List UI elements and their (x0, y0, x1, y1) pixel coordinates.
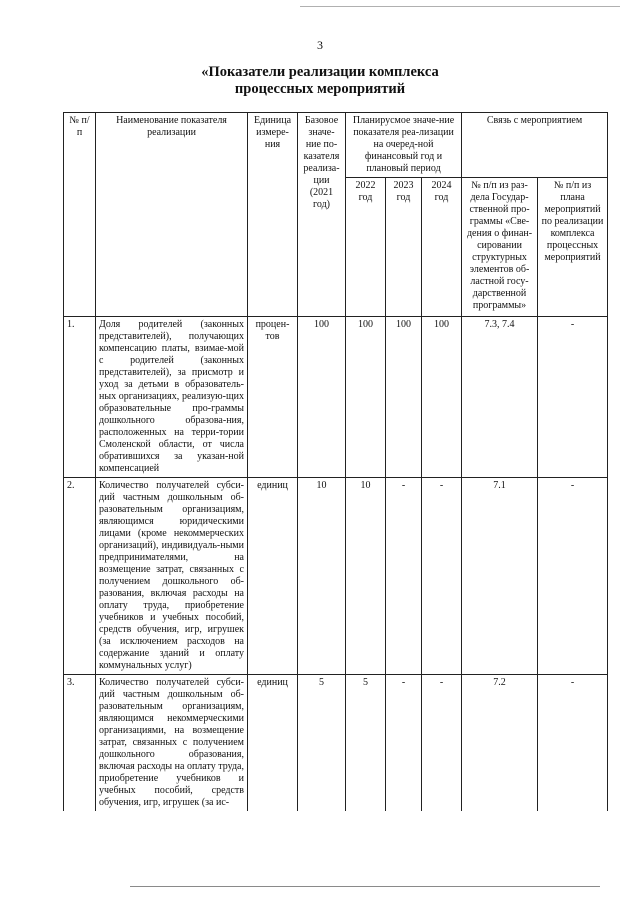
scan-artifact-bottom (130, 886, 600, 887)
indicator-unit: единиц (248, 478, 298, 675)
table-row (64, 317, 608, 478)
header-link: Связь с мероприятием (462, 113, 608, 178)
header-link-plan: № п/п из плана мероприятий по реализации комплекса процессных мероприятий (538, 178, 608, 317)
header-year-2023: 2023 год (386, 178, 422, 317)
value-2024: 100 (422, 317, 462, 478)
base-value: 10 (298, 478, 346, 675)
value-2023: - (386, 478, 422, 675)
row-number: 2. (64, 478, 96, 675)
indicator-unit: процен-тов (248, 317, 298, 478)
page-number: 3 (317, 38, 323, 52)
value-2022: 100 (346, 317, 386, 478)
link-state-program: 7.3, 7.4 (462, 317, 538, 478)
link-state-program: 7.2 (462, 675, 538, 812)
header-num: № п/п (64, 113, 96, 317)
table-row (64, 675, 608, 812)
header-base-value: Базовое значе-ние по-казателя реализа-ции (2021 год) (298, 113, 346, 317)
table-row (64, 478, 608, 675)
title-line-1: «Показатели реализации комплекса (201, 64, 439, 80)
value-2023: 100 (386, 317, 422, 478)
header-planned: Планирусмое значе-ние показателя реа-лизации на очеред-ной финансовый год и плановый период (346, 113, 462, 178)
indicator-name: Количество получателей субси-дий частным дошкольным об-разовательным организациям, являющимся юридическими лицами (кроме некоммерческих организаций), индивидуаль-ными предпринимателями, на возмещение затрат, связанных с получением дошкольного об-разования, включая расходы на оплату труда, приобретение учебников и учебных пособий, средств обучения, игр, игрушек (за исключением расходов на содержание зданий и оплату коммунальных услуг) (96, 478, 248, 675)
value-2022: 10 (346, 478, 386, 675)
value-2022: 5 (346, 675, 386, 812)
base-value: 5 (298, 675, 346, 812)
header-unit: Единица измере-ния (248, 113, 298, 317)
document-title (0, 64, 640, 98)
base-value: 100 (298, 317, 346, 478)
indicators-table (63, 112, 608, 811)
value-2024: - (422, 675, 462, 812)
header-year-2024: 2024 год (422, 178, 462, 317)
header-year-2022: 2022 год (346, 178, 386, 317)
link-plan: - (538, 317, 608, 478)
value-2024: - (422, 478, 462, 675)
title-line-2: процессных мероприятий (234, 81, 406, 97)
header-name: Наименование показателя реализации (96, 113, 248, 317)
link-state-program: 7.1 (462, 478, 538, 675)
row-number: 1. (64, 317, 96, 478)
scan-artifact-top (300, 6, 620, 7)
indicator-name: Количество получателей субси-дий частным дошкольным об-разовательным организациям, являющимся некоммерческими организациями, на возмещение затрат, связанных с получением дошкольного образования, включая расходы на оплату труда, приобретение учебников и учебных пособий, средств обучения, игр, игрушек (за ис- (96, 675, 248, 812)
link-plan: - (538, 675, 608, 812)
link-plan: - (538, 478, 608, 675)
header-row-1 (64, 113, 608, 178)
indicator-unit: единиц (248, 675, 298, 812)
row-number: 3. (64, 675, 96, 812)
header-link-state-program: № п/п из раз-дела Государ-ственной про-граммы «Све-дения о финан-сировании структурных элементов об-ластной госу-дарственной программы» (462, 178, 538, 317)
value-2023: - (386, 675, 422, 812)
indicator-name: Доля родителей (законных представителей), получающих компенсацию платы, взимае-мой с родителей (законных представителей), за присмотр и уход за детьми в образователь-ных организациях, реализую-щих образовательные про-граммы дошкольного образова-ния, расположенных на терри-тории Смоленской области, от числа обратившихся за указан-ной компенсацией (96, 317, 248, 478)
